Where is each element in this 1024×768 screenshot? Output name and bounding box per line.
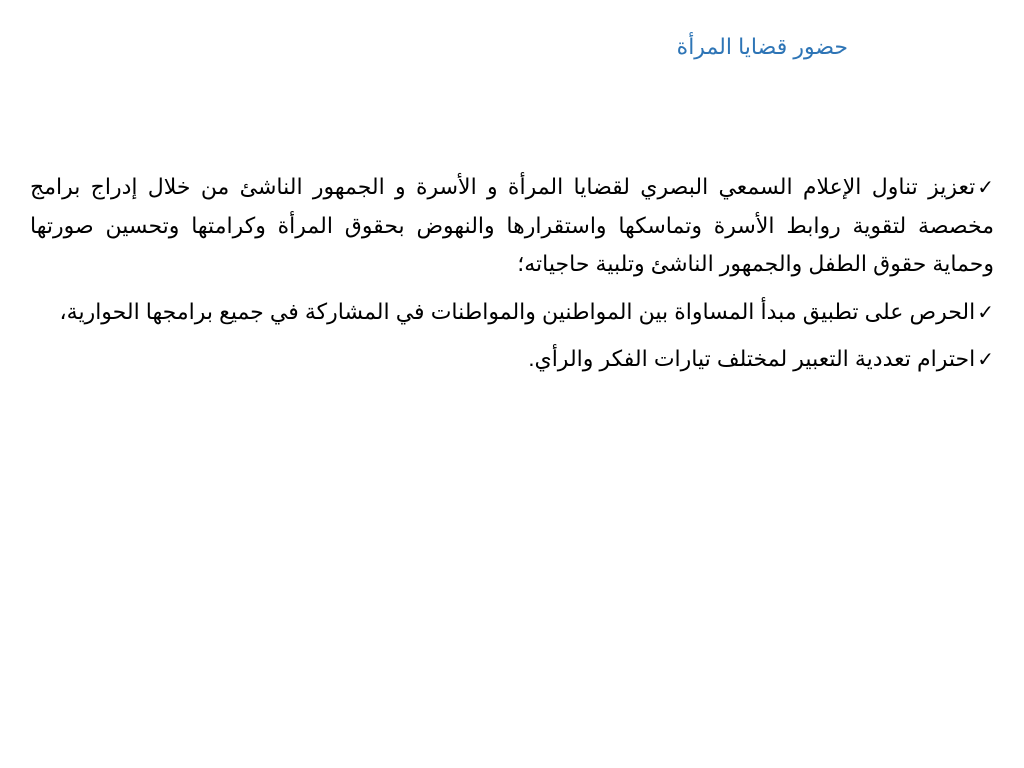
slide-title: حضور قضايا المرأة [676,34,848,59]
bullet-list [30,168,994,388]
bullet-text: الحرص على تطبيق مبدأ المساواة بين المواطنين والمواطنات في المشاركة في جميع برامجها الحوارية، [59,298,976,324]
bullet-item [30,168,994,284]
bullet-text: احترام تعددية التعبير لمختلف تيارات الفكر والرأي. [528,346,976,371]
bullet-text: تعزيز تناول الإعلام السمعي البصري لقضايا المرأة و الأسرة و الجمهور الناشئ من خلال إدراج برامج مخصصة لتقوية روابط الأسرة وتماسكها واستقرارها والنهوض بحقوق المرأة وكرامتها وتحسين صورتها وحماية حقوق الطفل والجمهور الناشئ وتلبية حاجياته؛ [30,174,994,276]
bullet-item [30,293,994,332]
check-icon: ✓ [977,299,994,324]
check-icon: ✓ [977,175,994,199]
bullet-item [30,340,994,379]
check-icon: ✓ [977,347,994,371]
